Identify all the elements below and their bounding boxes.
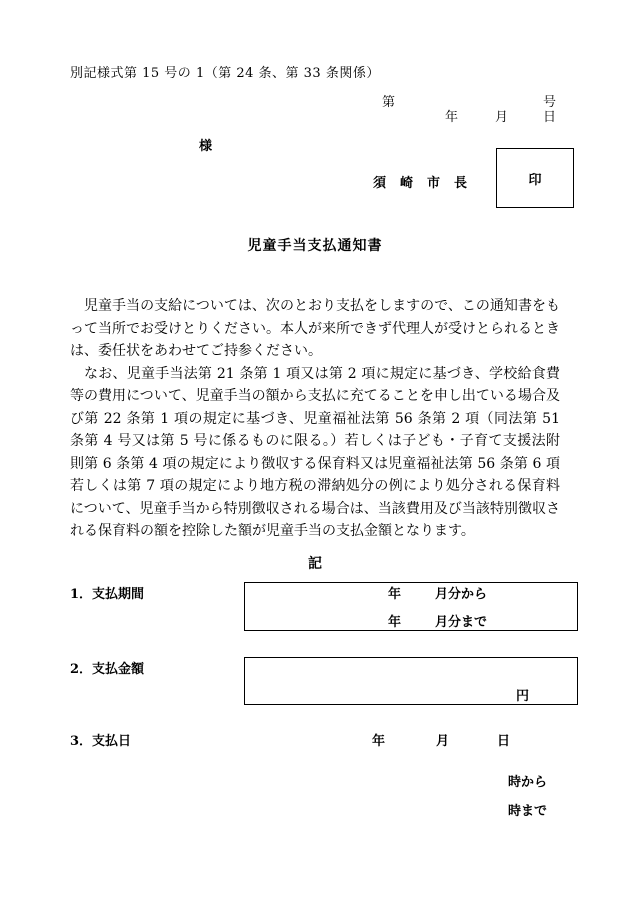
period-from-label: 月分から (435, 587, 488, 602)
ki-heading: 記 (308, 556, 322, 572)
payday-month: 月 (436, 734, 450, 749)
payday-day: 日 (497, 734, 511, 749)
period-to-label: 月分まで (435, 615, 488, 630)
body-text (70, 295, 560, 543)
period-label: 1．支払期間 (70, 587, 145, 602)
document-number-suffix: 号 (543, 95, 557, 110)
payday-to: 時まで (508, 804, 548, 819)
header-date-year: 年 (445, 110, 459, 125)
period-from-year: 年 (388, 587, 402, 602)
header-date-month: 月 (495, 110, 509, 125)
body-paragraph-2: なお、児童手当法第 21 条第 1 項又は第 2 項に規定に基づき、学校給食費等の費用について、児童手当の額から支払に充てることを申し出ている場合及び第 22 条第 1 項の規定に基づき、児童福祉法第 56 条第 2 項（同法第 51 条第 4 号又は第 5 号に係るものに限る。）若しくは子ども・子育て支援法附則第 6 条第 4 項の規定により徴収する保育料又は児童福祉法第 56 条第 6 項若しくは第 7 項の規定により地方税の滞納処分の例により処分される保育料について、児童手当から特別徴収される場合は、当該費用及び当該特別徴収される保育料の額を控除した額が児童手当の支払金額となります。 (70, 365, 560, 539)
amount-label: 2．支払金額 (70, 662, 145, 677)
payday-year: 年 (372, 734, 386, 749)
addressee-suffix: 様 (199, 139, 213, 154)
period-box (244, 582, 578, 631)
seal-label: 印 (528, 172, 542, 188)
document-number-prefix: 第 (382, 95, 396, 110)
form-label: 別記様式第 15 号の 1（第 24 条、第 33 条関係） (70, 66, 380, 81)
header-date-day: 日 (543, 110, 557, 125)
issuer-name: 須崎市長 (373, 176, 482, 191)
payday-from: 時から (508, 775, 548, 790)
amount-unit: 円 (516, 689, 530, 704)
body-paragraph-1: 児童手当の支給については、次のとおり支払をしますので、この通知書をもって当所でお受けとりください。本人が来所できず代理人が受けとられるときは、委任状をあわせてご持参ください。 (70, 298, 560, 359)
document-title: 児童手当支払通知書 (247, 238, 383, 254)
seal-box (496, 148, 574, 208)
period-to-year: 年 (388, 615, 402, 630)
payday-label: 3．支払日 (70, 734, 132, 749)
